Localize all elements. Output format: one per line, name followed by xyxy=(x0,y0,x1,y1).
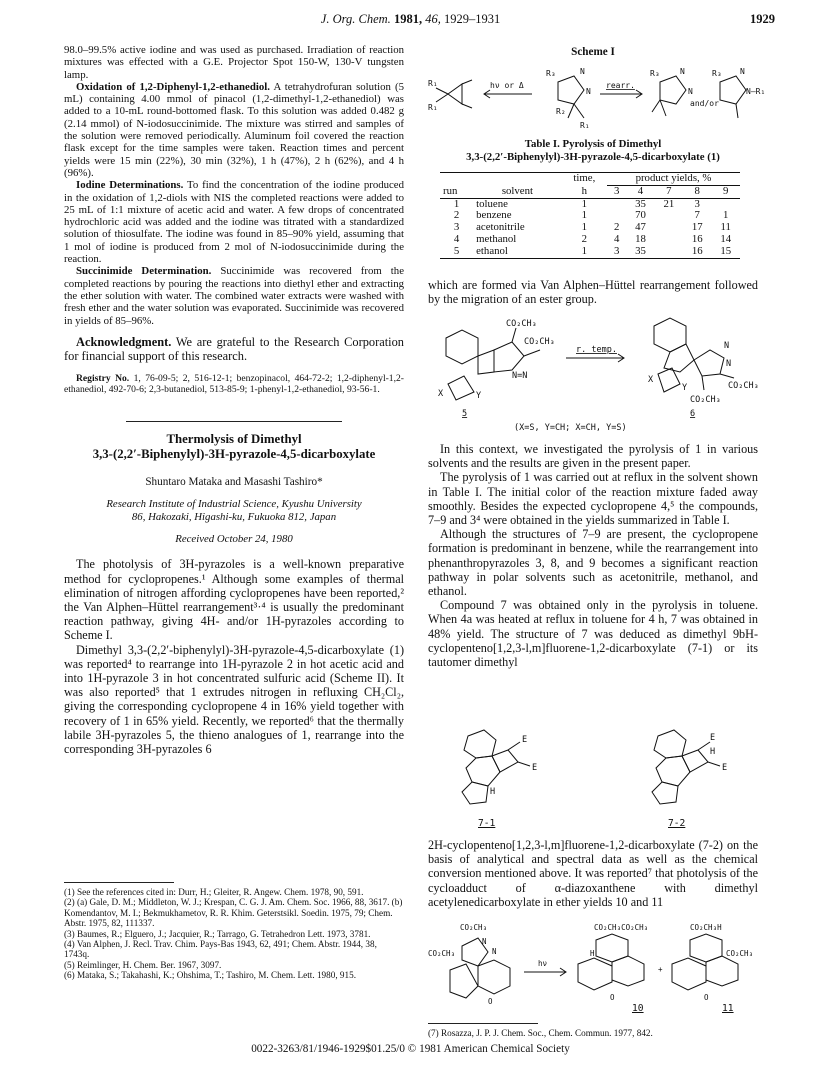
col-header-product-7: 7 xyxy=(666,184,672,197)
and-or-label: and/or xyxy=(690,99,719,108)
table-row xyxy=(440,234,740,246)
affiliation-line2: 86, Hakozaki, Higashi-ku, Fukuoka 812, Japan xyxy=(131,510,337,523)
svg-text:E: E xyxy=(532,763,538,773)
pyrolysis-table xyxy=(440,172,740,259)
pyrazole-ring-5 xyxy=(494,342,524,372)
hv-label: hν xyxy=(538,959,548,968)
svg-text:E: E xyxy=(722,763,728,773)
journal-volume: 46, xyxy=(425,12,441,26)
cell-solvent: toluene xyxy=(476,197,508,210)
acknowledgment xyxy=(64,335,404,363)
cell-time: 1 xyxy=(581,244,588,257)
svg-text:CO₂CH₃: CO₂CH₃ xyxy=(728,381,759,391)
scheme-2-diagram xyxy=(428,312,758,432)
cell-p7 xyxy=(655,234,683,246)
left-column xyxy=(64,44,404,756)
svg-text:N–R₁: N–R₁ xyxy=(746,87,766,96)
article-affiliation xyxy=(64,498,404,523)
footnote-rule xyxy=(64,882,174,883)
scheme-2-caption: (X=S, Y=CH; X=CH, Y=S) xyxy=(514,423,627,433)
footnote-1: (1) See the references cited in: Durr, H.; Gleiter, R. Angew. Chem. 1978, 90, 591. xyxy=(64,887,364,897)
scheme-1-title: Scheme I xyxy=(571,46,615,58)
acknowledgment-body: We are grateful to the Research Corporation for financial support of this research. xyxy=(64,334,404,363)
svg-text:X: X xyxy=(438,389,444,399)
cell-p9: 11 xyxy=(720,221,731,234)
svg-text:R₁: R₁ xyxy=(428,103,438,112)
benzene-ring-5 xyxy=(446,330,478,364)
svg-text:N: N xyxy=(580,67,585,76)
table-1-title-line2: 3,3-(2,2′-Biphenylyl)-3H-pyrazole-4,5-dicarboxylate (1) xyxy=(466,150,720,163)
acknowledgment-heading: Acknowledgment. xyxy=(76,334,172,349)
col-header-time-unit: h xyxy=(581,184,588,197)
cell-solvent: acetonitrile xyxy=(476,221,525,234)
scheme-1-arrow-label-2: rearr. xyxy=(606,81,635,90)
right-paragraph-4: Compound 7 was obtained only in the pyrolysis in toluene. When 4a was heated at reflux in toluene for 4 h, 7 was obtained in 48% yield. The structure of 7 was deduced as dimethyl 9bH-cyclopenteno[1,2,3-l,m]fluorene-1,2-dicarboxylate (7-1) or its tautomer dimethyl xyxy=(428,598,758,670)
svg-text:N=N: N=N xyxy=(512,371,528,381)
pyrazole-3h-ring xyxy=(558,76,584,104)
svg-text:O: O xyxy=(704,993,709,1002)
cell-p8: 16 xyxy=(691,232,703,245)
svg-text:CO₂CH₃CO₂CH₃: CO₂CH₃CO₂CH₃ xyxy=(594,923,649,932)
cell-run: 1 xyxy=(453,197,460,210)
footnote-5: (5) Reimlinger, H. Chem. Ber. 1967, 3097. xyxy=(64,959,222,970)
pyrazole-1h-ring xyxy=(720,76,746,104)
cell-p3: 4 xyxy=(613,232,620,245)
scheme-2-arrow-label: r. temp. xyxy=(576,345,617,355)
table-1-title xyxy=(428,138,758,163)
registry-heading: Registry No. xyxy=(76,372,130,384)
svg-text:E: E xyxy=(710,733,716,743)
col-header-product-3: 3 xyxy=(613,184,620,197)
compound-label-10: 10 xyxy=(632,1003,644,1014)
cell-run: 3 xyxy=(453,221,460,234)
cell-p4: 18 xyxy=(635,232,646,245)
cyclopropene-ring xyxy=(448,84,462,104)
cell-solvent: benzene xyxy=(476,209,512,222)
journal-pages: 1929–1931 xyxy=(443,12,501,26)
journal-name: J. Org. Chem. xyxy=(320,12,391,26)
compound-label-5: 5 xyxy=(462,409,468,419)
svg-text:CO₂CH₃: CO₂CH₃ xyxy=(726,949,754,958)
iodine-paragraph xyxy=(64,179,404,265)
which-text: which are formed via Van Alphen–Hüttel rearrangement followed by the migration of an ester group. xyxy=(428,278,758,307)
svg-text:O: O xyxy=(610,993,615,1002)
svg-text:N: N xyxy=(688,87,693,96)
scheme-1-diagram xyxy=(428,62,766,130)
cell-p4: 70 xyxy=(635,209,646,222)
scheme-3-diagram xyxy=(428,920,758,1010)
svg-text:CO₂CH₃: CO₂CH₃ xyxy=(506,319,537,329)
cell-p7 xyxy=(655,246,683,258)
col-header-run: run xyxy=(443,184,458,197)
cell-p8: 3 xyxy=(694,197,700,210)
cell-p3: 3 xyxy=(613,244,620,257)
cell-run: 2 xyxy=(453,209,460,222)
right-paragraph-1: In this context, we investigated the pyrolysis of 1 in various solvents and the results are given in the present paper. xyxy=(428,442,758,471)
cell-p3 xyxy=(607,198,626,210)
col-header-yields: product yields, % xyxy=(607,173,740,186)
svg-text:CO₂CH₃: CO₂CH₃ xyxy=(524,337,555,347)
journal-year: 1981, xyxy=(393,12,423,26)
col-header-product-9: 9 xyxy=(723,184,729,197)
svg-text:H: H xyxy=(590,949,595,958)
article-title-line2: 3,3-(2,2′-Biphenylyl)-3H-pyrazole-4,5-dicarboxylate xyxy=(92,446,376,461)
svg-text:X: X xyxy=(648,375,654,385)
svg-text:N: N xyxy=(726,359,732,369)
iodine-body: To find the concentration of the iodine produced in the oxidation of 1,2-diols with NIS the completed reactions were added to 25 mL of 1:1 mixture of acetic acid and water. A few drops of concentrated hydrochloric acid was added and the iodine was titrated with a standardized solution of thiosulfate. The iodine was found in 85–90% yield, assuming that 1 mol of iodine is produced from 2 mol of N-iodosuccinimide during the reaction. xyxy=(64,179,404,266)
right-paragraph-5: 2H-cyclopenteno[1,2,3-l,m]fluorene-1,2-dicarboxylate (7-2) on the basis of analytical and spectral data as well as the chemical conversion mentioned above. It was reported⁷ that photolysis of the cycloadduct of α-diazoxanthene with dimethyl acetylenedicarboxylate in ether yields 10 and 11 xyxy=(428,838,758,909)
registry-numbers xyxy=(64,373,404,395)
article-separator xyxy=(126,421,342,422)
footnote-7: (7) Rosazza, J. P. J. Chem. Soc., Chem. Commun. 1977, 842. xyxy=(428,1028,653,1038)
prev-article-intro: 98.0–99.5% active iodine and was used as purchased. Irradiation of reaction mixtures was effected with a G.E. Projector Spot 150-W, 130-V tungsten lamp. xyxy=(64,44,404,81)
structures-7 xyxy=(428,728,758,816)
footnotes-left xyxy=(64,882,404,981)
cell-p3: 2 xyxy=(613,221,620,234)
cell-p9: 14 xyxy=(720,232,732,245)
cell-solvent: methanol xyxy=(476,232,517,245)
svg-text:N: N xyxy=(586,87,591,96)
svg-text:R₃: R₃ xyxy=(546,69,556,78)
svg-text:R₂: R₂ xyxy=(556,107,566,116)
footnote-3: (3) Baumes, R.; Elguero, J.; Jacquier, R.; Tarrago, G. Tetrahedron Lett. 1973, 3781. xyxy=(64,928,371,939)
svg-text:E: E xyxy=(522,735,528,745)
cell-p4: 35 xyxy=(635,244,646,257)
table-1-title-line1: Table I. Pyrolysis of Dimethyl xyxy=(524,138,662,150)
article-title xyxy=(64,432,404,462)
svg-text:R₁: R₁ xyxy=(428,79,438,88)
cell-time: 1 xyxy=(581,221,588,234)
succinimide-heading: Succinimide Determination. xyxy=(76,265,212,278)
cell-p8: 7 xyxy=(694,209,700,222)
col-header-product-4: 4 xyxy=(637,184,644,197)
svg-text:H: H xyxy=(490,787,496,797)
oxidation-paragraph xyxy=(64,81,404,179)
page-number: 1929 xyxy=(750,12,775,26)
cell-run: 5 xyxy=(453,244,460,257)
svg-text:N: N xyxy=(492,947,497,956)
journal-citation xyxy=(0,12,821,27)
svg-text:R₃: R₃ xyxy=(712,69,722,78)
cell-p7 xyxy=(655,210,683,222)
compound-label-11: 11 xyxy=(722,1003,734,1014)
col-header-time: time, xyxy=(573,172,596,185)
cell-p7: 21 xyxy=(663,197,675,210)
svg-text:R₁: R₁ xyxy=(580,121,590,130)
col-header-product-8: 8 xyxy=(694,184,700,197)
svg-text:Y: Y xyxy=(682,383,688,393)
scheme-1-arrow-label-1: hν or Δ xyxy=(490,81,524,90)
which-paragraph xyxy=(428,278,758,306)
svg-text:O: O xyxy=(488,997,493,1006)
article-authors: Shuntaro Mataka and Masashi Tashiro* xyxy=(145,475,323,488)
footnotes-right xyxy=(428,1023,758,1038)
table-row xyxy=(440,246,740,258)
right-paragraph-2: The pyrolysis of 1 was carried out at reflux in the solvent shown in Table I. The initial color of the reaction mixture faded away smoothly. Besides the expected cyclopropene 4,⁵ the compounds, 7–9 and 3⁴ were obtained in the yields summarized in Table I. xyxy=(428,470,758,528)
svg-text:N: N xyxy=(740,67,745,76)
cell-run: 4 xyxy=(453,232,460,245)
svg-text:R₃: R₃ xyxy=(650,69,660,78)
iodine-heading: Iodine Determinations. xyxy=(76,179,184,192)
footnote-4: (4) Van Alphen, J. Recl. Trav. Chim. Pays-Bas 1943, 62, 491; Chem. Abstr. 1944, 38, 1743q. xyxy=(64,939,377,960)
cell-p9: 1 xyxy=(723,209,729,222)
compound-label-7-2: 7-2 xyxy=(668,818,686,829)
oxidation-body: A tetrahydrofuran solution (5 mL) containing 4.00 mmol of pinacol (1,2-dimethyl-1,2-ethanediol) was added to a 10-mL round-bottomed flask. To this solution was added 0.482 g (2.14 mmol) of N-iodosuccinimide. The mixture was stirred and samples of the solution were removed periodically. Aluminum foil covered the reaction flask except for the time samples were taken. Reaction times and percent yields were 15 min (22%), 30 min (32%), 1 h (47%), 2 h (62%), and 4 h (96%). xyxy=(64,80,405,179)
article-paragraph-2: Dimethyl 3,3-(2,2′-biphenylyl)-3H-pyrazole-4,5-dicarboxylate (1) was reported⁴ to rearrange into 1H-pyrazole 2 in hot acetic acid and into 1H-pyrazole 3 in hot concentrated sulfuric acid (Scheme II). It was also reported⁵ that 1 extrudes nitrogen in refluxing CH₂Cl₂, giving the corresponding cyclopropene 4 in 16% yield together with recovery of 1 in 65% yield. Recently, we reported⁶ that the thermally labile 3H-pyrazoles 5, the thieno analogues of 1, rearrange into the corresponding 3H-pyrazoles 6 xyxy=(64,642,404,757)
article-paragraph-1: The photolysis of 3H-pyrazoles is a well-known preparative method for cyclopropenes.¹ Although some examples of thermal elimination of nitrogen affording cyclopropenes have been reported,² the Van Alphen–Hüttel rearrangement³·⁴ is usually the predominant reaction pathway, giving 4H- and/or 1H-pyrazoles according to Scheme I. xyxy=(64,557,404,643)
svg-text:N: N xyxy=(680,67,685,76)
right-body-part-1 xyxy=(428,442,758,669)
cell-p7 xyxy=(655,222,683,234)
svg-text:N: N xyxy=(724,341,730,351)
cell-time: 2 xyxy=(581,232,588,245)
affiliation-line1: Research Institute of Industrial Science, Kyushu University xyxy=(106,498,362,511)
footnote-2: (2) (a) Gale, D. M.; Middleton, W. J.; Krespan, C. G. J. Am. Chem. Soc. 1966, 88, 3617. (b) Komendantov, M. I.; Bekmukhametov, R. R. Khim. Geterstsikl. Soedin. 1975, 79; Chem. Abstr. 1975, 82, 111337. xyxy=(64,897,403,929)
svg-text:+: + xyxy=(658,965,663,974)
thiophene-ring-5 xyxy=(448,376,474,400)
cell-time: 1 xyxy=(581,209,588,222)
compound-label-6: 6 xyxy=(690,409,696,419)
article-body xyxy=(64,557,404,756)
pyrazole-ring-6 xyxy=(694,350,724,376)
svg-text:CO₂CH₃: CO₂CH₃ xyxy=(428,949,456,958)
cell-solvent: ethanol xyxy=(476,244,508,257)
registry-body: 1, 76-09-5; 2, 516-12-1; benzopinacol, 464-72-2; 1,2-diphenyl-1,2-ethanediol, 492-70-6; 2,3-butanediol, 513-85-9; 1-phenyl-1,2-ethanediol, 93-56-1. xyxy=(64,372,404,395)
cell-time: 1 xyxy=(581,197,588,210)
svg-text:CO₂CH₃H: CO₂CH₃H xyxy=(690,923,722,932)
compound-label-7-1: 7-1 xyxy=(478,818,496,829)
footnote-rule-right xyxy=(428,1023,538,1024)
pyrazole-4h-ring xyxy=(660,76,686,104)
received-date: Received October 24, 1980 xyxy=(175,533,293,546)
svg-text:CO₂CH₃: CO₂CH₃ xyxy=(690,395,721,405)
running-header xyxy=(0,12,821,30)
oxidation-heading: Oxidation of 1,2-Diphenyl-1,2-ethanediol. xyxy=(76,80,270,93)
footnote-6: (6) Mataka, S.; Takahashi, K.; Ohshima, T.; Tashiro, M. Chem. Lett. 1980, 915. xyxy=(64,970,356,981)
cell-p8: 17 xyxy=(691,221,703,234)
svg-text:Y: Y xyxy=(476,391,482,401)
cell-p4: 35 xyxy=(635,197,646,210)
right-paragraph-3: Although the structures of 7–9 are present, the cyclopropene formation is predominant in benzene, while the rearrangement into phenanthropyrazoles 3, 8, and 9 becomes a significant reaction pathway in polar solvents such as acetonitrile, methanol, and ethanol. xyxy=(428,527,758,599)
page-footer: 0022-3263/81/1946-1929$01.25/0 © 1981 American Chemical Society xyxy=(251,1043,570,1055)
col-header-solvent: solvent xyxy=(501,184,534,197)
succinimide-body: Succinimide was recovered from the completed reactions by pouring the reactions into diethyl ether and extracting the ether solution with water. The combined water extracts were washed with fresh ether and the water solution was evaporated. Succinimide was recovered in yields of 85–96%. xyxy=(64,265,404,327)
succinimide-paragraph xyxy=(64,265,404,326)
svg-text:H: H xyxy=(710,747,716,757)
article-title-line1: Thermolysis of Dimethyl xyxy=(166,431,302,446)
cell-p9: 15 xyxy=(720,244,732,257)
svg-text:N: N xyxy=(482,937,487,946)
cell-p8: 16 xyxy=(691,244,703,257)
cell-p4: 47 xyxy=(635,221,646,234)
svg-text:CO₂CH₃: CO₂CH₃ xyxy=(460,923,488,932)
right-body-part-2 xyxy=(428,838,758,909)
